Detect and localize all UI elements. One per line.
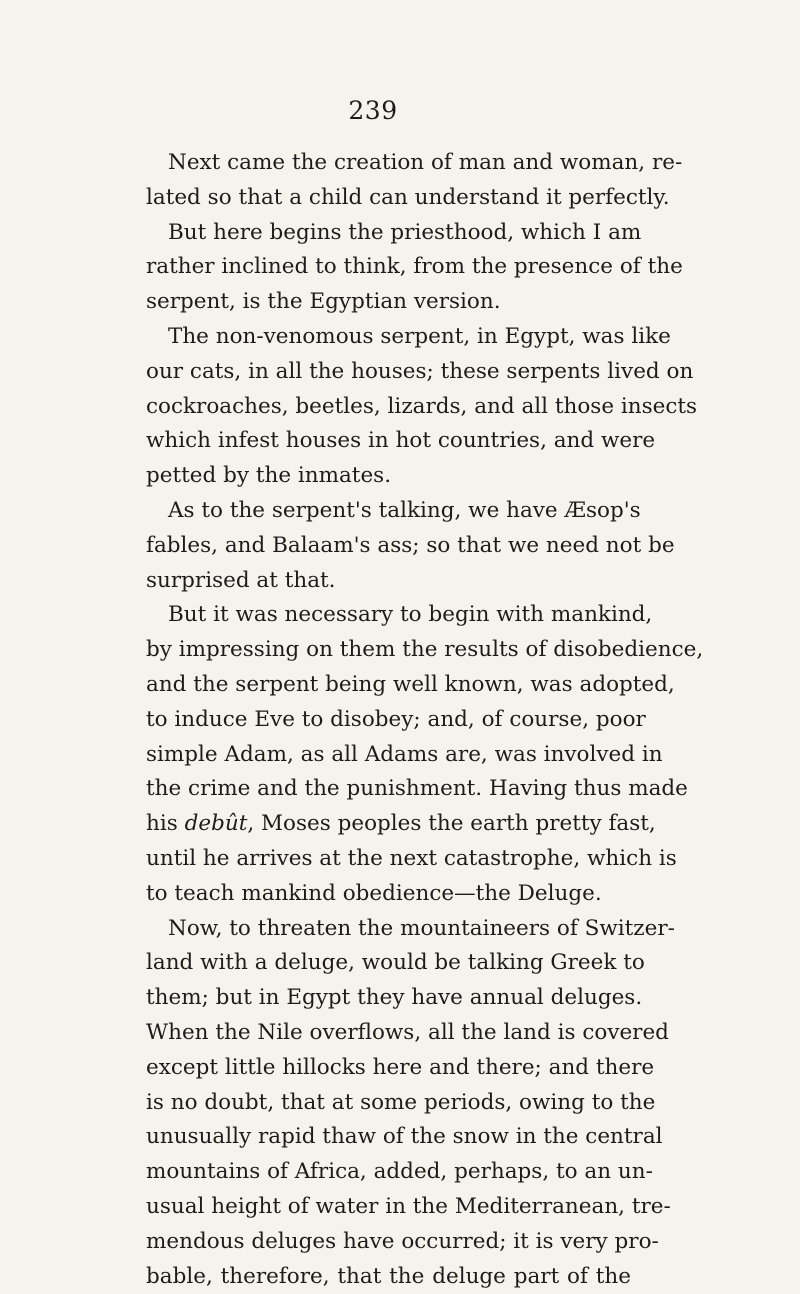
text-line: to induce Eve to disobey; and, of course, poor <box>146 703 631 738</box>
text-line: Next came the creation of man and woman, re- <box>146 146 631 181</box>
text-line: except little hillocks here and there; and there <box>146 1051 631 1086</box>
text-line: unusually rapid thaw of the snow in the central <box>146 1120 631 1155</box>
text-line: serpent, is the Egyptian version. <box>146 285 631 320</box>
text-line: surprised at that. <box>146 564 631 599</box>
text-line: The non-venomous serpent, in Egypt, was like <box>146 320 631 355</box>
text-line: When the Nile overflows, all the land is covered <box>146 1016 631 1051</box>
text-line: usual height of water in the Mediterranean, tre- <box>146 1190 631 1225</box>
text-line: Now, to threaten the mountaineers of Switzer- <box>146 912 631 947</box>
text-segment: his <box>146 811 185 836</box>
text-line: petted by the inmates. <box>146 459 631 494</box>
text-line: them; but in Egypt they have annual deluges. <box>146 981 631 1016</box>
text-line: cockroaches, beetles, lizards, and all those insects <box>146 390 631 425</box>
body-text <box>146 146 631 1294</box>
text-line: rather inclined to think, from the presence of the <box>146 250 631 285</box>
text-line: But here begins the priesthood, which I am <box>146 216 631 251</box>
text-line: land with a deluge, would be talking Greek to <box>146 946 631 981</box>
text-line: But it was necessary to begin with mankind, <box>146 598 631 633</box>
text-line: by impressing on them the results of disobedience, <box>146 633 631 668</box>
text-line: fables, and Balaam's ass; so that we need not be <box>146 529 631 564</box>
text-line: mendous deluges have occurred; it is very pro- <box>146 1225 631 1260</box>
text-line: is no doubt, that at some periods, owing to the <box>146 1086 631 1121</box>
text-line: to teach mankind obedience—the Deluge. <box>146 877 631 912</box>
text-line: lated so that a child can understand it perfectly. <box>146 181 631 216</box>
text-line: mountains of Africa, added, perhaps, to an un- <box>146 1155 631 1190</box>
text-line: the crime and the punishment. Having thus made <box>146 772 631 807</box>
text-line: bable, therefore, that the deluge part of the <box>146 1260 631 1294</box>
text-line <box>146 807 631 842</box>
text-line: our cats, in all the houses; these serpents lived on <box>146 355 631 390</box>
text-line: As to the serpent's talking, we have Æsop's <box>146 494 631 529</box>
text-line: until he arrives at the next catastrophe, which is <box>146 842 631 877</box>
page-number: 239 <box>348 96 398 125</box>
text-segment: , Moses peoples the earth pretty fast, <box>247 811 655 836</box>
text-line: and the serpent being well known, was adopted, <box>146 668 631 703</box>
text-line: simple Adam, as all Adams are, was involved in <box>146 738 631 773</box>
text-line: which infest houses in hot countries, and were <box>146 424 631 459</box>
italic-word: debût <box>185 811 248 836</box>
